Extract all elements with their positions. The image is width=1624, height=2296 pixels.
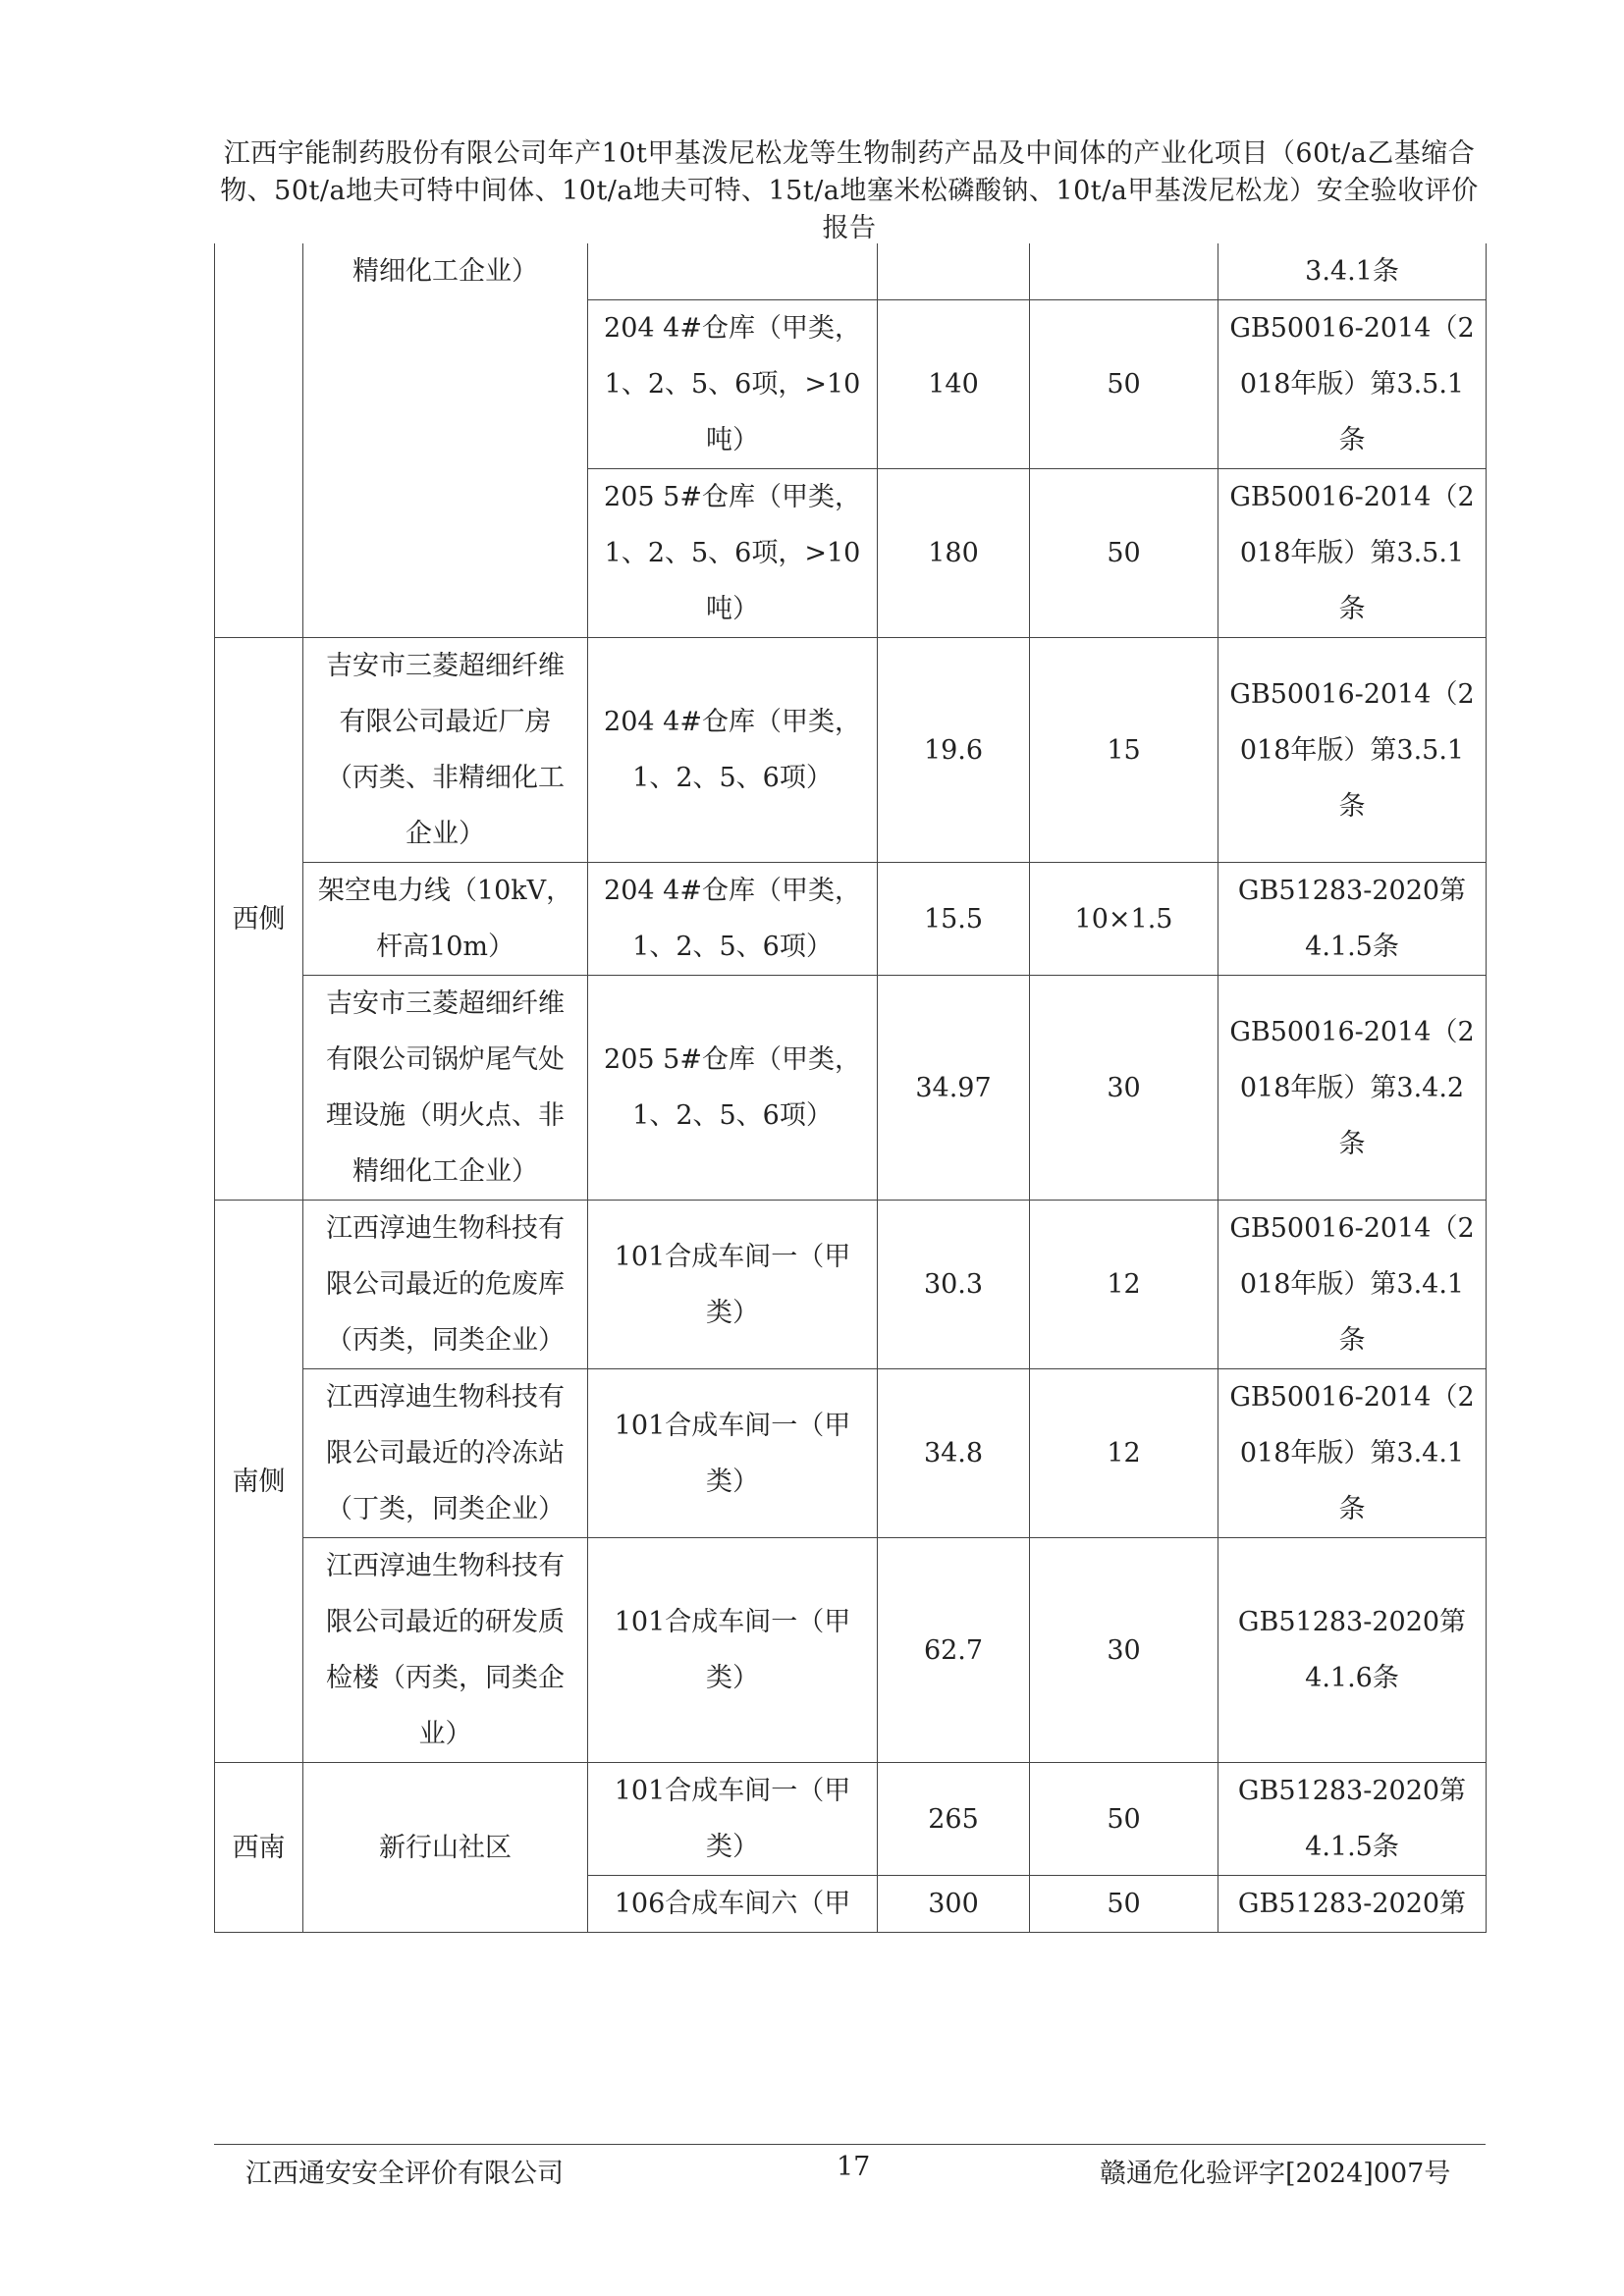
required-distance-cell: 12 bbox=[1030, 1201, 1218, 1369]
footer-company: 江西通安安全评价有限公司 bbox=[245, 2159, 564, 2189]
table-row bbox=[215, 1763, 1487, 1876]
required-distance-cell: 50 bbox=[1030, 1876, 1218, 1933]
required-distance-cell: 50 bbox=[1030, 1763, 1218, 1876]
actual-distance-cell: 265 bbox=[878, 1763, 1030, 1876]
table-row bbox=[215, 1201, 1487, 1369]
page-header bbox=[211, 135, 1488, 247]
facility-cell: 101合成车间一（甲类） bbox=[588, 1369, 878, 1538]
basis-cell: GB51283-2020第4.1.5条 bbox=[1218, 1763, 1487, 1876]
actual-distance-cell: 15.5 bbox=[878, 863, 1030, 976]
basis-cell: GB51283-2020第 bbox=[1218, 1876, 1487, 1933]
actual-distance-cell: 34.8 bbox=[878, 1369, 1030, 1538]
facility-cell: 101合成车间一（甲类） bbox=[588, 1763, 878, 1876]
basis-cell: GB50016-2014（2018年版）第3.4.2条 bbox=[1218, 976, 1487, 1201]
object-cell: 江西淳迪生物科技有限公司最近的冷冻站（丁类，同类企业） bbox=[303, 1369, 588, 1538]
object-cell: 江西淳迪生物科技有限公司最近的危废库（丙类，同类企业） bbox=[303, 1201, 588, 1369]
basis-cell: GB50016-2014（2018年版）第3.4.1条 bbox=[1218, 1369, 1487, 1538]
facility-cell: 204 4#仓库（甲类，1、2、5、6项） bbox=[588, 863, 878, 976]
table-row bbox=[215, 243, 1487, 300]
basis-cell: GB50016-2014（2018年版）第3.4.1条 bbox=[1218, 1201, 1487, 1369]
basis-cell: GB50016-2014（2018年版）第3.5.1条 bbox=[1218, 638, 1487, 863]
basis-cell: GB51283-2020第4.1.5条 bbox=[1218, 863, 1487, 976]
required-distance-cell: 30 bbox=[1030, 1538, 1218, 1763]
basis-cell: GB51283-2020第4.1.6条 bbox=[1218, 1538, 1487, 1763]
table-row bbox=[215, 1369, 1487, 1538]
object-cell: 吉安市三菱超细纤维有限公司锅炉尾气处理设施（明火点、非精细化工企业） bbox=[303, 976, 588, 1201]
direction-cell-empty bbox=[215, 243, 303, 638]
object-cell: 精细化工企业） bbox=[303, 243, 588, 638]
required-distance-cell: 15 bbox=[1030, 638, 1218, 863]
basis-cell: 3.4.1条 bbox=[1218, 243, 1487, 300]
object-cell: 江西淳迪生物科技有限公司最近的研发质检楼（丙类，同类企业） bbox=[303, 1538, 588, 1763]
actual-distance-cell bbox=[878, 243, 1030, 300]
document-number: 赣通危化验评字[2024]007号 bbox=[1100, 2159, 1451, 2189]
required-distance-cell: 30 bbox=[1030, 976, 1218, 1201]
facility-cell: 205 5#仓库（甲类，1、2、5、6项，>10吨） bbox=[588, 469, 878, 638]
object-cell: 架空电力线（10kV，杆高10m） bbox=[303, 863, 588, 976]
actual-distance-cell: 19.6 bbox=[878, 638, 1030, 863]
actual-distance-cell: 30.3 bbox=[878, 1201, 1030, 1369]
table-row bbox=[215, 976, 1487, 1201]
actual-distance-cell: 62.7 bbox=[878, 1538, 1030, 1763]
basis-cell: GB50016-2014（2018年版）第3.5.1条 bbox=[1218, 469, 1487, 638]
facility-cell: 101合成车间一（甲类） bbox=[588, 1538, 878, 1763]
actual-distance-cell: 34.97 bbox=[878, 976, 1030, 1201]
facility-cell: 106合成车间六（甲 bbox=[588, 1876, 878, 1933]
required-distance-cell: 12 bbox=[1030, 1369, 1218, 1538]
object-cell: 吉安市三菱超细纤维有限公司最近厂房（丙类、非精细化工企业） bbox=[303, 638, 588, 863]
required-distance-cell: 50 bbox=[1030, 469, 1218, 638]
direction-cell: 南侧 bbox=[215, 1201, 303, 1763]
facility-cell: 205 5#仓库（甲类，1、2、5、6项） bbox=[588, 976, 878, 1201]
report-title: 江西宇能制药股份有限公司年产10t甲基泼尼松龙等生物制药产品及中间体的产业化项目（60t/a乙基缩合物、50t/a地夫可特中间体、10t/a地夫可特、15t/a地塞米松磷酸钠、10t/a甲基泼尼松龙）安全验收评价报告 bbox=[220, 138, 1479, 243]
basis-cell: GB50016-2014（2018年版）第3.5.1条 bbox=[1218, 300, 1487, 469]
page-number: 17 bbox=[837, 2152, 871, 2182]
required-distance-cell: 10×1.5 bbox=[1030, 863, 1218, 976]
table-row bbox=[215, 863, 1487, 976]
table-row bbox=[215, 638, 1487, 863]
table-row bbox=[215, 1538, 1487, 1763]
required-distance-cell: 50 bbox=[1030, 300, 1218, 469]
direction-cell: 西南 bbox=[215, 1763, 303, 1933]
required-distance-cell bbox=[1030, 243, 1218, 300]
actual-distance-cell: 180 bbox=[878, 469, 1030, 638]
direction-cell: 西侧 bbox=[215, 638, 303, 1201]
object-cell: 新行山社区 bbox=[303, 1763, 588, 1933]
facility-cell: 204 4#仓库（甲类，1、2、5、6项，>10吨） bbox=[588, 300, 878, 469]
distance-table bbox=[214, 243, 1487, 1933]
facility-cell: 204 4#仓库（甲类，1、2、5、6项） bbox=[588, 638, 878, 863]
actual-distance-cell: 140 bbox=[878, 300, 1030, 469]
actual-distance-cell: 300 bbox=[878, 1876, 1030, 1933]
facility-cell bbox=[588, 243, 878, 300]
footer-divider bbox=[214, 2144, 1486, 2145]
facility-cell: 101合成车间一（甲类） bbox=[588, 1201, 878, 1369]
